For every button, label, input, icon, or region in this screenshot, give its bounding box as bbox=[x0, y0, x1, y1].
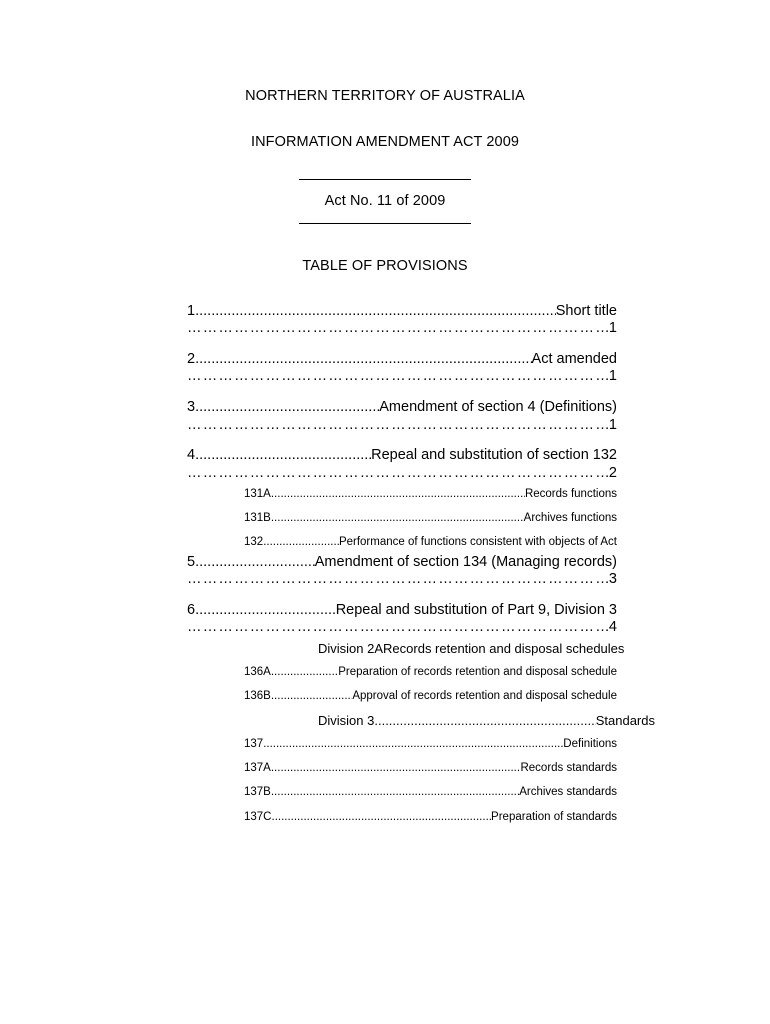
entry-title: Archives functions bbox=[523, 512, 617, 524]
toc-entry-1-page bbox=[187, 320, 617, 336]
toc-entry-2[interactable] bbox=[187, 351, 617, 367]
entry-number: 4 bbox=[187, 447, 196, 463]
toc-subentry-137b[interactable] bbox=[244, 786, 617, 798]
toc-subentry-131a[interactable] bbox=[244, 488, 617, 500]
toc-entry-5-page bbox=[187, 571, 617, 587]
entry-title: Archives standards bbox=[519, 786, 617, 798]
act-number: Act No. 11 of 2009 bbox=[324, 193, 446, 209]
entry-title: Approval of records retention and disposal schedule bbox=[352, 690, 617, 702]
leader-dots bbox=[195, 447, 371, 463]
page-number: 1 bbox=[608, 417, 617, 433]
entry-number: 136A bbox=[244, 666, 271, 678]
toc-entry-2-page bbox=[187, 368, 617, 384]
division-title: Records retention and disposal schedules bbox=[383, 641, 625, 656]
toc-entry-5[interactable] bbox=[187, 554, 617, 570]
act-title: INFORMATION AMENDMENT ACT 2009 bbox=[250, 134, 520, 150]
toc-entry-6-page bbox=[187, 619, 617, 635]
leader-dots bbox=[195, 602, 336, 618]
toc-entry-1[interactable] bbox=[187, 303, 617, 319]
entry-title: Repeal and substitution of section 132 bbox=[371, 447, 617, 463]
entry-title: Performance of functions consistent with objects of Act bbox=[338, 536, 617, 548]
top-rule bbox=[299, 179, 471, 180]
jurisdiction-heading: NORTHERN TERRITORY OF AUSTRALIA bbox=[245, 88, 525, 104]
toc-subentry-132[interactable] bbox=[244, 536, 617, 548]
entry-number: 6 bbox=[187, 602, 196, 618]
entry-number: 137C bbox=[244, 811, 272, 823]
toc-subentry-137c[interactable] bbox=[244, 811, 617, 823]
entry-title: Repeal and substitution of Part 9, Division 3 bbox=[335, 602, 617, 618]
entry-title: Preparation of records retention and disposal schedule bbox=[338, 666, 617, 678]
entry-title: Amendment of section 134 (Managing records) bbox=[314, 554, 617, 570]
leader-dots bbox=[187, 368, 609, 384]
page-number: 1 bbox=[608, 368, 617, 384]
leader-dots bbox=[271, 488, 525, 500]
division-number: Division 3 bbox=[318, 713, 375, 728]
page-number: 2 bbox=[608, 465, 617, 481]
leader-dots bbox=[263, 536, 339, 548]
toc-entry-6[interactable] bbox=[187, 602, 617, 618]
bottom-rule bbox=[299, 223, 471, 224]
entry-title: Preparation of standards bbox=[491, 811, 617, 823]
toc-heading: TABLE OF PROVISIONS bbox=[302, 258, 468, 274]
entry-number: 137 bbox=[244, 738, 264, 750]
leader-dots bbox=[195, 554, 315, 570]
entry-number: 5 bbox=[187, 554, 196, 570]
entry-number: 132 bbox=[244, 536, 264, 548]
page-number: 4 bbox=[608, 619, 617, 635]
leader-dots bbox=[195, 303, 556, 319]
entry-number: 131B bbox=[244, 512, 271, 524]
entry-title: Definitions bbox=[563, 738, 617, 750]
toc-entry-4[interactable] bbox=[187, 447, 617, 463]
page-number: 1 bbox=[608, 320, 617, 336]
leader-dots bbox=[271, 762, 521, 774]
leader-dots bbox=[187, 417, 609, 433]
leader-dots bbox=[374, 713, 595, 728]
toc-subentry-131b[interactable] bbox=[244, 512, 617, 524]
entry-number: 136B bbox=[244, 690, 271, 702]
entry-number: 131A bbox=[244, 488, 271, 500]
leader-dots bbox=[187, 571, 609, 587]
leader-dots bbox=[187, 619, 609, 635]
entry-number: 3 bbox=[187, 399, 196, 415]
division-title: Standards bbox=[595, 713, 655, 728]
toc-entry-4-page bbox=[187, 465, 617, 481]
entry-title: Act amended bbox=[531, 351, 617, 367]
entry-title: Amendment of section 4 (Definitions) bbox=[379, 399, 617, 415]
leader-dots bbox=[271, 512, 524, 524]
toc-subentry-137[interactable] bbox=[244, 738, 617, 750]
leader-dots bbox=[187, 320, 609, 336]
leader-dots bbox=[195, 399, 379, 415]
toc-division-3[interactable] bbox=[318, 713, 655, 728]
division-number: Division 2A bbox=[318, 641, 384, 656]
entry-title: Records functions bbox=[524, 488, 617, 500]
leader-dots bbox=[263, 738, 563, 750]
entry-number: 137B bbox=[244, 786, 271, 798]
leader-dots bbox=[187, 465, 609, 481]
leader-dots bbox=[271, 786, 519, 798]
toc-entry-3-page bbox=[187, 417, 617, 433]
leader-dots bbox=[272, 811, 492, 823]
entry-title: Short title bbox=[555, 303, 617, 319]
leader-dots bbox=[195, 351, 531, 367]
entry-number: 1 bbox=[187, 303, 196, 319]
page-number: 3 bbox=[608, 571, 617, 587]
leader-dots bbox=[271, 690, 352, 702]
toc-entry-3[interactable] bbox=[187, 399, 617, 415]
toc-subentry-136b[interactable] bbox=[244, 690, 617, 702]
leader-dots bbox=[271, 666, 338, 678]
toc-division-2a[interactable] bbox=[318, 641, 624, 656]
entry-number: 2 bbox=[187, 351, 196, 367]
entry-title: Records standards bbox=[520, 762, 617, 774]
toc-subentry-136a[interactable] bbox=[244, 666, 617, 678]
toc-subentry-137a[interactable] bbox=[244, 762, 617, 774]
entry-number: 137A bbox=[244, 762, 271, 774]
